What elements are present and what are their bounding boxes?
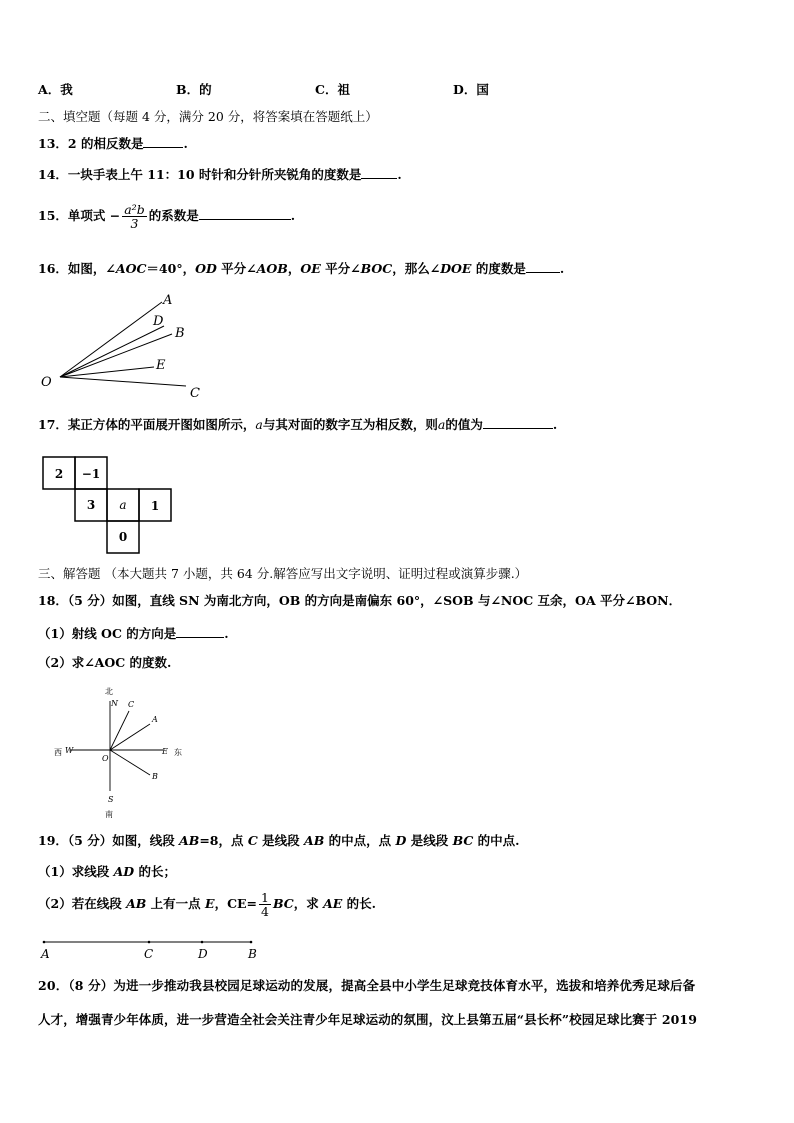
q16-suffix: 的度数是 [471,261,526,276]
q17-mid: 与其对面的数字互为相反数，则 [262,417,438,432]
q14: 14．一块手表上午 11：10 时针和分针所夹锐角的度数是 . [38,167,402,182]
q17-suffix: 的值为 [445,417,483,432]
net-value-2: −1 [81,467,101,481]
q16: 16．如图，∠AOC＝40°，OD 平分∠AOB，OE 平分∠BOC，那么∠DOE 的度数是 . [38,261,565,276]
q19-fraction-den: 4 [261,904,269,919]
q16-figure [36,290,216,402]
q17: 17．某正方体的平面展开图如图所示，a与其对面的数字互为相反数，则a的值为 . [38,417,558,432]
ray-ob [110,750,150,775]
net-value-5: 1 [150,499,160,513]
point-c [148,941,151,944]
q19-mid3: 是线段 [406,833,453,848]
point-d [201,941,204,944]
q17-prefix: 17．某正方体的平面展开图如图所示， [38,417,256,432]
q19-fraction [259,891,271,918]
q15-fraction [122,203,146,230]
label-south: 南 [105,810,113,819]
q19-p2-mid2: ，求 [293,896,324,911]
option-d: D．国 [453,82,489,97]
label-west: 西 [54,748,62,757]
q15: 15．单项式 − $\frac{\text{a²b}}{3}$ 的系数是 . [38,202,296,231]
label-e: E [156,358,166,373]
label-o: O [102,754,109,763]
q18-p1-blank [176,625,224,638]
q16-angle-aoc: ∠AOC [105,261,147,276]
label-d: D [198,947,208,961]
q16-mid3: ，那么 [392,261,430,276]
label-s: S [108,795,114,804]
q16-angle-boc: ∠BOC [350,261,393,276]
q17-blank [483,416,553,429]
q19-p2-mid: 上有一点 [146,896,206,911]
ray-oc [60,377,186,386]
q19-p1-suffix: 的长； [134,864,176,879]
option-a: A．我 [38,82,73,97]
net-value-6: 0 [118,530,128,544]
q18-p1-text: （1）射线 OC 的方向是 [38,626,177,641]
net-value-1: 2 [54,467,64,481]
q19-p1 [38,864,176,880]
q19-bc: BC [452,833,474,848]
q19-p1-ad: AD [113,864,135,879]
q17-a2: a [437,417,446,432]
q16-angle-doe: ∠DOE [429,261,472,276]
q16-od: OD [195,261,217,276]
q20-line1: 20．（8 分）为进一步推动我县校园足球运动的发展，提高全县中小学生足球竞技体育水平，选拔和培养优秀足球后备 [38,978,696,993]
q19-suffix: 的中点. [473,833,520,848]
q19-fraction-num: 1 [261,890,269,905]
q18-text: 18．（5 分）如图，直线 SN 为南北方向，OB 的方向是南偏东 60°，∠SOB 与∠NOC 互余，OA 平分∠BON． [38,593,682,608]
net-value-3: 3 [86,498,96,512]
label-n: N [111,699,118,708]
q19-ab: AB [179,833,200,848]
point-b [250,941,253,944]
q16-oe: OE [300,261,321,276]
q19-ab2: AB [304,833,325,848]
q15-numerator: a²b [124,202,145,217]
label-c: C [144,947,154,961]
q19-c: C [247,833,258,848]
q14-text: 14．一块手表上午 11：10 时针和分针所夹锐角的度数是 [38,167,362,182]
point-a [43,941,46,944]
label-a: A [152,715,158,724]
label-a: A [163,293,173,308]
q19-p2-ae: AE [323,896,343,911]
q15-suffix: 的系数是 [148,208,199,223]
q16-prefix: 16．如图， [38,261,106,276]
label-a: A [41,947,50,961]
q13: 13．2 的相反数是 . [38,136,188,151]
q19-d: D [395,833,407,848]
section2-title: 二、填空题（每题 4 分，满分 20 分，将答案填在答题纸上） [38,109,378,124]
q15-prefix: 15．单项式 − [38,208,121,223]
q19-p2-prefix: （2）若在线段 [38,896,127,911]
q19-segment-figure [38,934,268,962]
q19-p2-bc: BC [272,896,294,911]
q13-blank [143,135,183,148]
q16-mid2: 平分 [320,261,351,276]
q19-p2-suffix: 的长. [342,896,377,911]
net-value-4: a [119,498,127,512]
q19-p2-ab: AB [126,896,147,911]
label-b: B [248,947,257,961]
q16-blank [526,260,560,273]
q19-p2 [38,891,376,918]
q18-p1: （1）射线 OC 的方向是 . [38,626,229,641]
q19-mid1: 是线段 [257,833,305,848]
q19-p2-ce: ，CE= [214,896,258,911]
q18-p2: （2）求∠AOC 的度数. [38,655,172,670]
q14-blank [361,166,397,179]
q17-net-figure [40,454,176,554]
section3-title: 三、解答题 （本大题共 7 小题，共 64 分.解答应写出文字说明、证明过程或演算步骤.） [38,566,528,581]
q15-denominator: 3 [130,216,139,231]
q19-eq: =8，点 [199,833,248,848]
option-b: B．的 [176,82,212,97]
label-b: B [175,326,185,341]
q17-a1: a [255,417,263,432]
q16-comma: ， [287,261,301,276]
q18-compass-figure [56,684,196,824]
q19-prefix: 19．（5 分）如图，线段 [38,833,180,848]
q16-angle-aob: ∠AOB [246,261,288,276]
q19-p2-e: E [205,896,215,911]
label-o: O [41,375,52,390]
option-c: C．祖 [315,82,350,97]
label-north: 北 [105,687,113,696]
label-e: E [162,747,168,756]
label-b: B [152,772,158,781]
q16-mid1: 平分 [216,261,247,276]
q19-text [38,833,520,849]
label-east: 东 [174,748,182,757]
q20-line2: 人才，增强青少年体质，进一步营造全社会关注青少年足球运动的氛围，汶上县第五届“县长杯”校园足球比赛于 2019 [38,1012,698,1027]
q19-p1-prefix: （1）求线段 [38,864,114,879]
q13-text: 13．2 的相反数是 [38,136,144,151]
label-w: W [65,746,74,755]
ray-od [60,326,164,377]
label-d: D [153,314,164,329]
label-c: C [190,386,200,401]
q16-eq: ＝40°， [146,261,196,276]
label-c: C [128,700,135,709]
q19-mid2: 的中点，点 [324,833,396,848]
ray-oa [60,302,162,377]
q15-blank [199,207,291,220]
